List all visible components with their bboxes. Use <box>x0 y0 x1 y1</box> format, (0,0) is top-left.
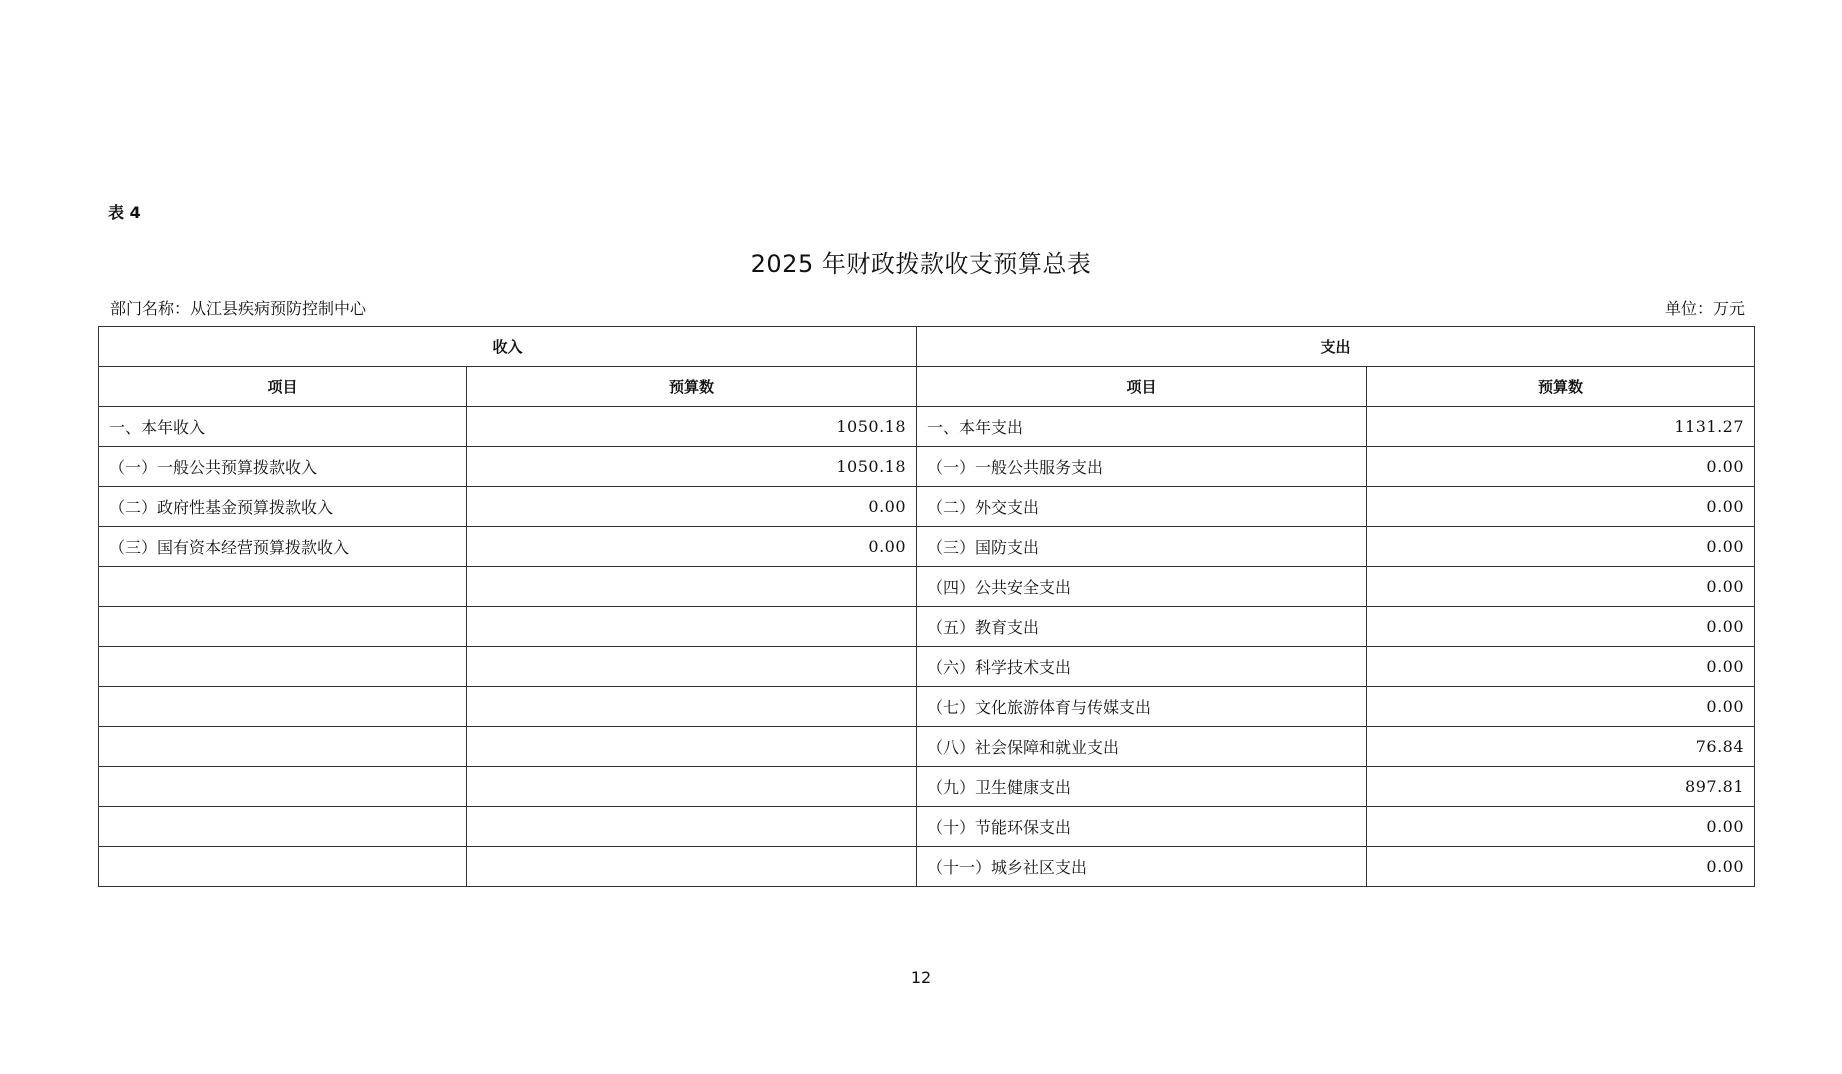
income-value-cell <box>467 607 917 647</box>
table-row <box>99 767 1755 807</box>
header-row-sections <box>99 327 1755 367</box>
table-row <box>99 527 1755 567</box>
income-section-header: 收入 <box>99 327 917 367</box>
income-item-cell <box>99 767 467 807</box>
income-value-cell <box>467 807 917 847</box>
expense-item-cell: （六）科学技术支出 <box>917 647 1367 687</box>
expense-value-cell: 0.00 <box>1367 447 1755 487</box>
expense-value-cell: 0.00 <box>1367 607 1755 647</box>
table-row <box>99 487 1755 527</box>
expense-value-cell: 0.00 <box>1367 527 1755 567</box>
expense-item-cell: （三）国防支出 <box>917 527 1367 567</box>
expense-item-cell: （十）节能环保支出 <box>917 807 1367 847</box>
expense-item-cell: （四）公共安全支出 <box>917 567 1367 607</box>
table-row <box>99 807 1755 847</box>
income-value-cell: 0.00 <box>467 527 917 567</box>
income-value-cell <box>467 567 917 607</box>
income-item-cell: （三）国有资本经营预算拨款收入 <box>99 527 467 567</box>
expense-value-cell: 1131.27 <box>1367 407 1755 447</box>
table-row <box>99 847 1755 887</box>
income-value-cell <box>467 647 917 687</box>
page-number: 12 <box>910 968 932 987</box>
table-number-label: 表 4 <box>108 203 141 222</box>
expense-item-cell: （五）教育支出 <box>917 607 1367 647</box>
income-item-cell <box>99 687 467 727</box>
income-item-cell <box>99 607 467 647</box>
expense-item-cell: （七）文化旅游体育与传媒支出 <box>917 687 1367 727</box>
income-item-cell <box>99 647 467 687</box>
expense-value-cell: 0.00 <box>1367 807 1755 847</box>
table-row <box>99 647 1755 687</box>
expense-value-cell: 0.00 <box>1367 687 1755 727</box>
table-row <box>99 447 1755 487</box>
expense-value-cell: 0.00 <box>1367 487 1755 527</box>
expense-value-cell: 76.84 <box>1367 727 1755 767</box>
budget-table <box>98 326 1755 887</box>
expense-item-cell: 一、本年支出 <box>917 407 1367 447</box>
expense-value-cell: 0.00 <box>1367 647 1755 687</box>
expense-item-header: 项目 <box>917 367 1367 407</box>
income-item-cell: 一、本年收入 <box>99 407 467 447</box>
table-row <box>99 727 1755 767</box>
income-item-cell: （一）一般公共预算拨款收入 <box>99 447 467 487</box>
income-value-cell: 1050.18 <box>467 407 917 447</box>
income-item-cell: （二）政府性基金预算拨款收入 <box>99 487 467 527</box>
header-row-columns <box>99 367 1755 407</box>
income-budget-header: 预算数 <box>467 367 917 407</box>
income-item-header: 项目 <box>99 367 467 407</box>
expense-budget-header: 预算数 <box>1367 367 1755 407</box>
income-item-cell <box>99 847 467 887</box>
expense-value-cell: 897.81 <box>1367 767 1755 807</box>
document-title: 2025 年财政拨款收支预算总表 <box>750 250 1092 278</box>
income-value-cell: 1050.18 <box>467 447 917 487</box>
income-value-cell <box>467 727 917 767</box>
income-value-cell <box>467 767 917 807</box>
expense-section-header: 支出 <box>917 327 1755 367</box>
expense-item-cell: （九）卫生健康支出 <box>917 767 1367 807</box>
income-value-cell <box>467 687 917 727</box>
income-value-cell: 0.00 <box>467 487 917 527</box>
income-item-cell <box>99 727 467 767</box>
income-value-cell <box>467 847 917 887</box>
expense-item-cell: （十一）城乡社区支出 <box>917 847 1367 887</box>
income-item-cell <box>99 567 467 607</box>
expense-item-cell: （一）一般公共服务支出 <box>917 447 1367 487</box>
table-row <box>99 567 1755 607</box>
table-row <box>99 407 1755 447</box>
table-row <box>99 607 1755 647</box>
expense-value-cell: 0.00 <box>1367 847 1755 887</box>
expense-item-cell: （八）社会保障和就业支出 <box>917 727 1367 767</box>
department-name: 部门名称：从江县疾病预防控制中心 <box>110 299 367 318</box>
income-item-cell <box>99 807 467 847</box>
unit-label: 单位：万元 <box>1664 299 1745 318</box>
expense-item-cell: （二）外交支出 <box>917 487 1367 527</box>
table-row <box>99 687 1755 727</box>
expense-value-cell: 0.00 <box>1367 567 1755 607</box>
